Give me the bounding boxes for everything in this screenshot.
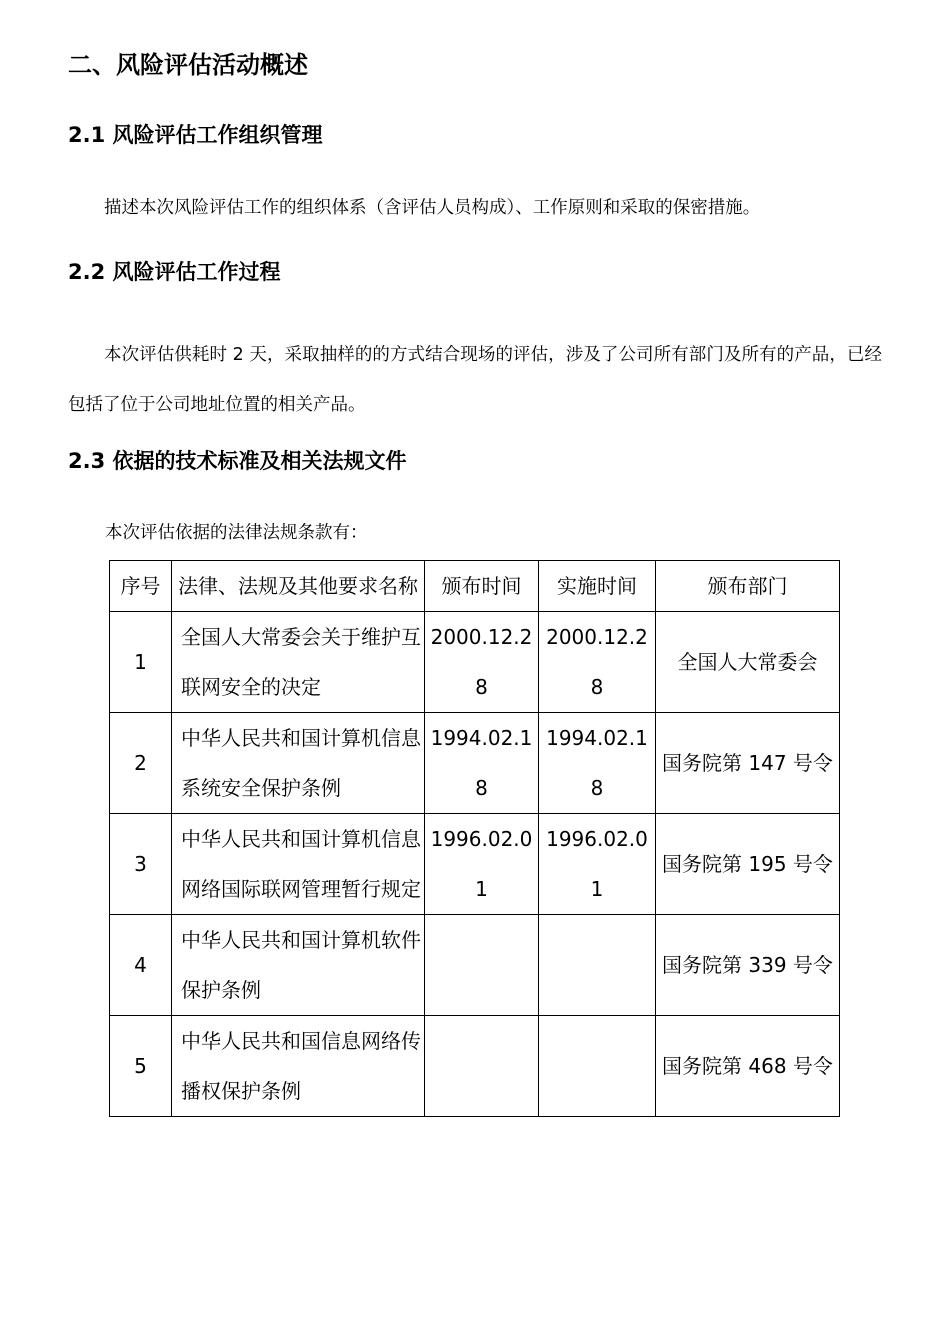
table-row <box>110 713 840 814</box>
cell-published: 1996.02.01 <box>425 814 539 915</box>
paragraph-2-1: 描述本次风险评估工作的组织体系（含评估人员构成）、工作原则和采取的保密措施。 <box>104 198 761 218</box>
header-no: 序号 <box>110 561 172 612</box>
cell-department: 国务院第 468 号令 <box>656 1016 840 1117</box>
subsection-title-2-3: 2.3 依据的技术标准及相关法规文件 <box>68 449 407 473</box>
cell-no: 2 <box>110 713 172 814</box>
cell-effective: 1994.02.18 <box>539 713 656 814</box>
cell-no: 4 <box>110 915 172 1016</box>
table-row <box>110 814 840 915</box>
header-name: 法律、法规及其他要求名称 <box>172 561 425 612</box>
subsection-title-2-2: 2.2 风险评估工作过程 <box>68 260 281 284</box>
cell-name: 全国人大常委会关于维护互联网安全的决定 <box>172 612 425 713</box>
cell-name: 中华人民共和国信息网络传播权保护条例 <box>172 1016 425 1117</box>
paragraph-2-2: 本次评估供耗时 2 天，采取抽样的的方式结合现场的评估，涉及了公司所有部门及所有的产品，已经包括了位于公司地址位置的相关产品。 <box>68 345 882 415</box>
table-row <box>110 1016 840 1117</box>
cell-no: 1 <box>110 612 172 713</box>
regulations-table <box>109 560 840 1117</box>
cell-published <box>425 1016 539 1117</box>
cell-department: 国务院第 195 号令 <box>656 814 840 915</box>
section-title: 二、风险评估活动概述 <box>68 51 308 79</box>
cell-name: 中华人民共和国计算机信息网络国际联网管理暂行规定 <box>172 814 425 915</box>
table-header-row <box>110 561 840 612</box>
cell-published: 1994.02.18 <box>425 713 539 814</box>
cell-department: 全国人大常委会 <box>656 612 840 713</box>
table-row <box>110 612 840 713</box>
table-row <box>110 915 840 1016</box>
header-effective: 实施时间 <box>539 561 656 612</box>
subsection-title-2-1: 2.1 风险评估工作组织管理 <box>68 123 323 147</box>
paragraph-2-3-intro: 本次评估依据的法律法规条款有： <box>105 523 368 543</box>
cell-name: 中华人民共和国计算机信息系统安全保护条例 <box>172 713 425 814</box>
cell-no: 5 <box>110 1016 172 1117</box>
cell-name: 中华人民共和国计算机软件保护条例 <box>172 915 425 1016</box>
cell-no: 3 <box>110 814 172 915</box>
cell-effective <box>539 915 656 1016</box>
cell-department: 国务院第 147 号令 <box>656 713 840 814</box>
cell-effective <box>539 1016 656 1117</box>
cell-department: 国务院第 339 号令 <box>656 915 840 1016</box>
cell-effective: 2000.12.28 <box>539 612 656 713</box>
header-department: 颁布部门 <box>656 561 840 612</box>
cell-published <box>425 915 539 1016</box>
cell-published: 2000.12.28 <box>425 612 539 713</box>
header-published: 颁布时间 <box>425 561 539 612</box>
cell-effective: 1996.02.01 <box>539 814 656 915</box>
